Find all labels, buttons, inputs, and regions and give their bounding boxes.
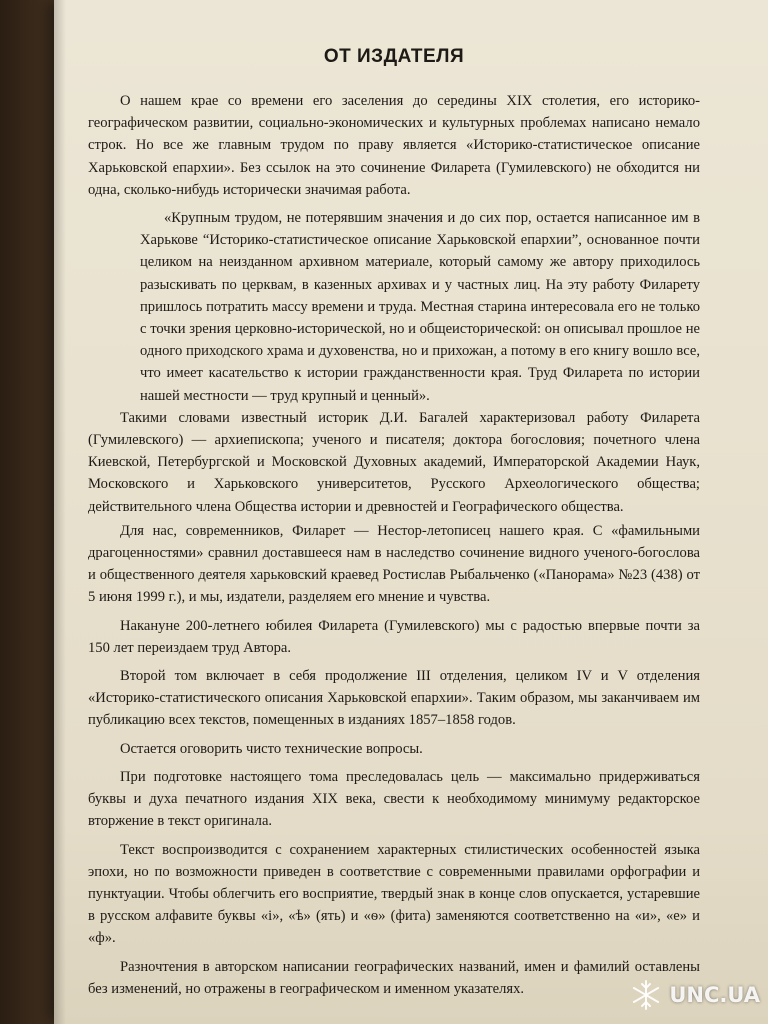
paragraph-intro: О нашем крае со времени его заселения до середины XIX столетия, его историко-географическом развитии, социально-экономических и культурных проблемах написано немало строк. Но все же главным трудом по праву является «Историко-статистическое описание Харьковской епархии». Без ссылок на это сочинение Филарета (Гумилевского) не обходится ни одна, сколько-нибудь исторически значимая работа. (88, 93, 700, 198)
paragraph-goal: При подготовке настоящего тома преследовалась цель — максимально придерживаться буквы и духа печатного издания XIX века, свести к необходимому минимуму редакторское вторжение в текст оригинала. (88, 768, 700, 830)
paragraph-orthography: Текст воспроизводится с сохранением характерных стилистических особенностей языка эпохи, но по возможности приведен в соответствие с современными правилами орфографии и пунктуации. Чтобы облегчить его восприятие, твердый знак в конце слов опускается, устаревшие в русском алфавите буквы «і», «ѣ» (ять) и «ѳ» (фита) заменяются соответственно на «и», «е» и «ф». (88, 841, 700, 947)
paragraph-contemporaries: Для нас, современников, Филарет — Нестор-летописец нашего края. С «фамильными драгоценностями» сравнил доставшееся нам в наследство сочинение видного ученого-богослова и общественного деятеля харьковский краевед Ростислав Рыбальченко («Панорама» №23 (438) от 5 июня 1999 г.), и мы, издатели, разделяем его мнение и чувства. (88, 522, 700, 606)
paragraph-second-volume: Второй том включает в себя продолжение III отделения, целиком IV и V отделения «Историко-статистического описания Харьковской епархии». Таким образом, мы заканчиваем им публикацию всех текстов, помещенных в изданиях 1857–1858 годов. (88, 668, 700, 729)
watermark-text: UNC.UA (669, 983, 760, 1007)
watermark (629, 978, 760, 1012)
book-page (54, 0, 768, 1024)
paragraph-bagaley: Такими словами известный историк Д.И. Багалей характеризовал работу Филарета (Гумилевского) — архиепископа; ученого и писателя; доктора богословия; почетного члена Киевской, Петербургской и Московской Духовных академий, Императорской Академии Наук, Московского и Харьковского университетов, Русского Археологического общества; действительного члена Общества истории и древностей и Географического общества. (88, 409, 700, 515)
snowflake-icon (629, 978, 663, 1012)
quotation-block: «Крупным трудом, не потерявшим значения и до сих пор, остается написанное им в Харькове “Историко-статистическое описание Харьковской епархии”, основанное почти целиком на неизданном архивном материале, который самому же автору приходилось разыскивать по церквам, в казенных архивах и у частных лиц. На эту работу Филарету пришлось потратить массу времени и труда. Местная старина интересовала его не только с точки зрения церковно-исторической, но и общеисторической: он описывал прошлое не одного приходского храма и духовенства, но и прихожан, а потому в его книгу вошло все, что имеет касательство к истории гражданственности края. Труд Филарета по истории нашей местности — труд крупный и ценный». (140, 210, 700, 404)
page-content (88, 46, 700, 1006)
page-title: ОТ ИЗДАТЕЛЯ (323, 46, 465, 67)
paragraph-variants: Разночтения в авторском написании географических названий, имен и фамилий оставлены без изменений, но отражены в географическом и именном указателях. (88, 958, 700, 997)
paragraph-technical: Остается оговорить чисто технические вопросы. (120, 740, 423, 757)
paragraph-jubilee: Накануне 200-летнего юбилея Филарета (Гумилевского) мы с радостью впервые почти за 150 лет переиздаем труд Автора. (88, 617, 700, 656)
